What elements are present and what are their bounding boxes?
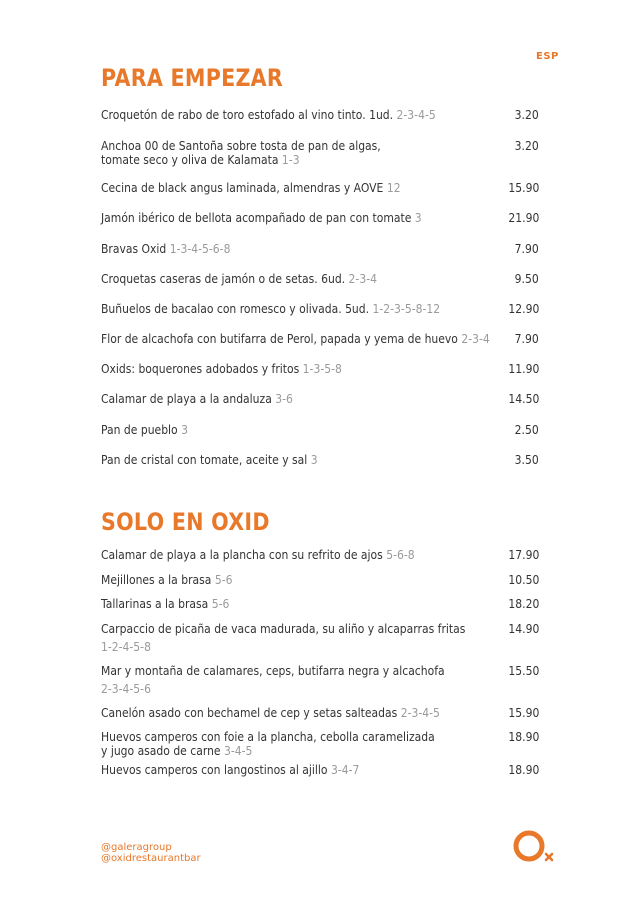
menu-item-price: 15.90 — [508, 706, 539, 720]
menu-item-name — [101, 597, 452, 611]
allergen-codes: 3 — [181, 423, 188, 437]
menu-item — [101, 242, 539, 256]
allergen-codes: 3 — [310, 453, 318, 467]
menu-item-name-line: Jamón ibérico de bellota acompañado de pan con tomate — [101, 211, 412, 225]
menu-item — [101, 211, 539, 225]
menu-item-price: 7.90 — [514, 332, 539, 346]
allergen-codes: 12 — [386, 181, 401, 195]
allergen-codes: 5-6-8 — [386, 548, 415, 562]
menu-item-price: 3.20 — [514, 108, 539, 122]
menu-item — [101, 423, 539, 437]
allergen-codes: 2-3-4-5 — [396, 108, 436, 122]
menu-item-price: 15.50 — [508, 664, 539, 678]
menu-item — [101, 730, 539, 758]
menu-item-name-line: Flor de alcachofa con butifarra de Perol, papada y yema de huevo — [101, 332, 458, 346]
menu-item-name-line: Pan de pueblo — [101, 423, 178, 437]
menu-item-name-line: Tallarinas a la brasa — [101, 597, 209, 611]
menu-item — [101, 108, 539, 122]
allergen-codes: 5-6 — [211, 597, 230, 611]
menu-item-name-line: Calamar de playa a la plancha con su refrito de ajos — [101, 548, 383, 562]
language-indicator[interactable]: ESP — [536, 51, 559, 62]
allergen-codes: 2-3-4 — [461, 332, 490, 346]
menu-item-name — [101, 664, 452, 696]
menu-item-name — [101, 211, 452, 225]
menu-item-name — [101, 730, 452, 758]
menu-item-name-line: y jugo asado de carne — [101, 744, 221, 758]
menu-item-name — [101, 453, 452, 467]
menu-item — [101, 664, 539, 696]
section-title-solo-en-oxid: SOLO EN OXID — [101, 508, 270, 536]
menu-item-name — [101, 242, 452, 256]
menu-item-price: 17.90 — [508, 548, 539, 562]
menu-item-name — [101, 181, 452, 195]
menu-item-name-line: Anchoa 00 de Santoña sobre tosta de pan de algas, — [101, 139, 381, 153]
footer-handle-oxidrestaurantbar[interactable]: @oxidrestaurantbar — [101, 853, 201, 864]
menu-item-name-line: Carpaccio de picaña de vaca madurada, su aliño y alcaparras fritas — [101, 622, 466, 636]
menu-item — [101, 763, 539, 777]
menu-item-name — [101, 548, 452, 562]
menu-item-price: 3.20 — [514, 139, 539, 153]
menu-item-price: 9.50 — [514, 272, 539, 286]
menu-item-name-line: Calamar de playa a la andaluza — [101, 392, 272, 406]
menu-item-name — [101, 302, 452, 316]
menu-item-name — [101, 706, 452, 720]
menu-item — [101, 181, 539, 195]
menu-item — [101, 622, 539, 654]
menu-item — [101, 392, 539, 406]
menu-item-price: 18.20 — [508, 597, 539, 611]
social-handles — [101, 842, 201, 864]
menu-item-price: 10.50 — [508, 573, 539, 587]
menu-item-name-line: Huevos camperos con langostinos al ajillo — [101, 763, 328, 777]
menu-item — [101, 362, 539, 376]
menu-item — [101, 139, 539, 167]
section-title-para-empezar: PARA EMPEZAR — [101, 64, 284, 92]
menu-item — [101, 706, 539, 720]
menu-item-name — [101, 763, 452, 777]
menu-item-name — [101, 622, 466, 654]
footer-handle-galeragroup[interactable]: @galeragroup — [101, 842, 172, 853]
allergen-codes: 1-3-4-5-6-8 — [169, 242, 231, 256]
menu-item-name-line: Oxids: boquerones adobados y fritos — [101, 362, 300, 376]
menu-item-name-line: Buñuelos de bacalao con romesco y olivada. 5ud. — [101, 302, 370, 316]
allergen-codes: 1-2-4-5-8 — [101, 640, 151, 654]
menu-item-name — [101, 272, 452, 286]
menu-item-price: 11.90 — [508, 362, 539, 376]
menu-item-price: 21.90 — [508, 211, 539, 225]
menu-item-name — [101, 139, 452, 167]
allergen-codes: 2-3-4 — [348, 272, 377, 286]
menu-item — [101, 573, 539, 587]
menu-item — [101, 302, 539, 316]
menu-item-name-line: Mejillones a la brasa — [101, 573, 212, 587]
menu-item-name — [101, 423, 452, 437]
menu-item-name — [101, 108, 452, 122]
allergen-codes: 3-4-5 — [224, 744, 253, 758]
menu-item-name — [101, 332, 490, 346]
allergen-codes: 3-6 — [275, 392, 293, 406]
menu-item — [101, 548, 539, 562]
menu-item-name-line: Canelón asado con bechamel de cep y setas salteadas — [101, 706, 398, 720]
menu-item-name-line: tomate seco y oliva de Kalamata — [101, 153, 279, 167]
menu-item-price: 3.50 — [514, 453, 539, 467]
allergen-codes: 2-3-4-5-6 — [101, 682, 151, 696]
menu-item-name-line: Huevos camperos con foie a la plancha, cebolla caramelizada — [101, 730, 435, 744]
menu-item-price: 7.90 — [514, 242, 539, 256]
menu-item-name-line: Croquetón de rabo de toro estofado al vino tinto. 1ud. — [101, 108, 394, 122]
allergen-codes: 2-3-4-5 — [400, 706, 440, 720]
menu-item-name — [101, 362, 452, 376]
menu-item-name-line: Bravas Oxid — [101, 242, 167, 256]
menu-item-price: 14.50 — [508, 392, 539, 406]
menu-item-price: 18.90 — [508, 763, 539, 777]
menu-item-name-line: Cecina de black angus laminada, almendras y AOVE — [101, 181, 384, 195]
menu-item-name — [101, 392, 452, 406]
menu-item-name-line: Croquetas caseras de jamón o de setas. 6ud. — [101, 272, 346, 286]
menu-item — [101, 597, 539, 611]
menu-item-price: 14.90 — [508, 622, 539, 636]
allergen-codes: 1-3-5-8 — [302, 362, 342, 376]
menu-item-name — [101, 573, 452, 587]
oxid-logo-icon — [512, 828, 556, 866]
allergen-codes: 3 — [414, 211, 422, 225]
menu-item-name-line: Pan de cristal con tomate, aceite y sal — [101, 453, 308, 467]
menu-item — [101, 332, 539, 346]
allergen-codes: 5-6 — [214, 573, 233, 587]
allergen-codes: 1-3 — [281, 153, 300, 167]
menu-item-price: 18.90 — [508, 730, 539, 744]
menu-item-price: 2.50 — [514, 423, 539, 437]
menu-item-name-line: Mar y montaña de calamares, ceps, butifarra negra y alcachofa — [101, 664, 445, 678]
allergen-codes: 3-4-7 — [330, 763, 360, 777]
menu-item — [101, 272, 539, 286]
menu-item-price: 12.90 — [508, 302, 539, 316]
menu-item-price: 15.90 — [508, 181, 539, 195]
menu-item — [101, 453, 539, 467]
allergen-codes: 1-2-3-5-8-12 — [372, 302, 441, 316]
